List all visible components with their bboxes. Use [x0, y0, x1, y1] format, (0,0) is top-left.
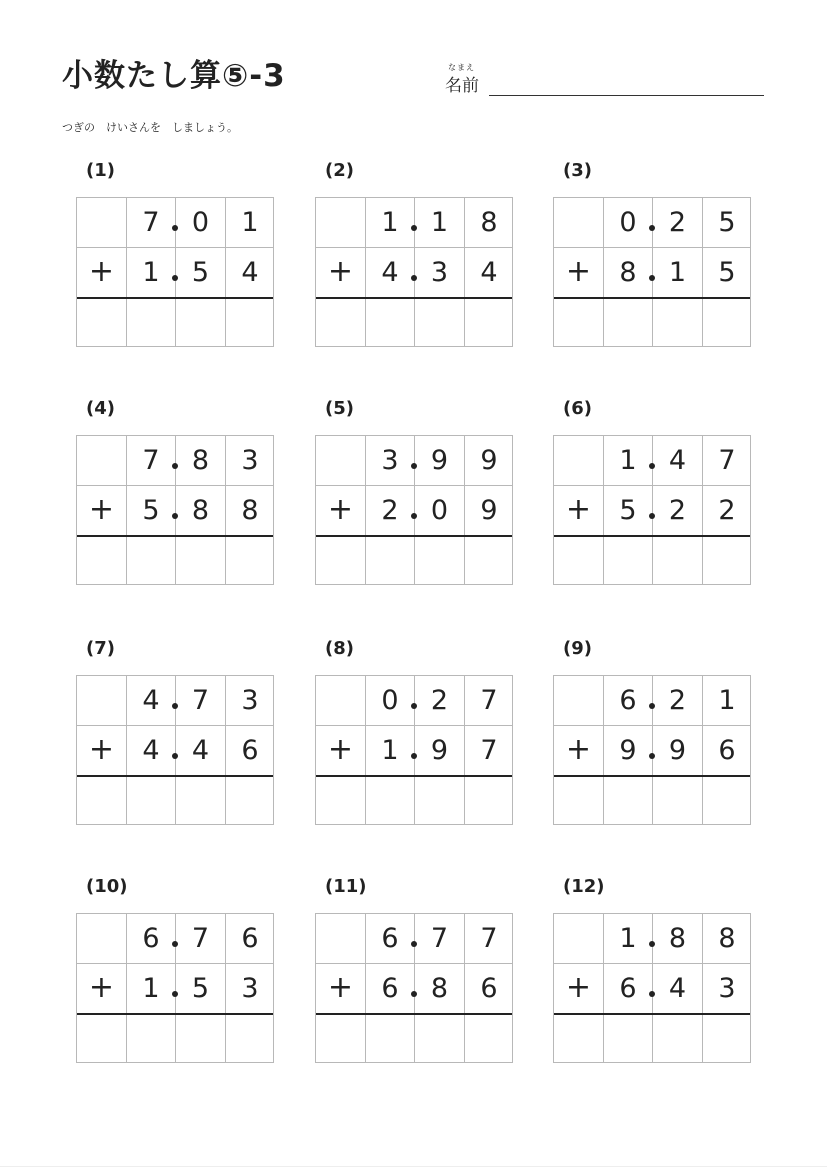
answer-cell[interactable]	[653, 299, 703, 347]
answer-cell[interactable]	[127, 299, 177, 347]
digit-cell: 1	[381, 735, 399, 766]
answer-cell[interactable]	[226, 299, 276, 347]
plus-operator: +	[327, 254, 354, 289]
decimal-point	[411, 225, 417, 231]
digit-cell: 7	[718, 445, 736, 476]
answer-cell[interactable]	[465, 777, 515, 825]
problem-10	[76, 876, 276, 1066]
decimal-point	[649, 225, 655, 231]
digit-cell: 9	[619, 735, 637, 766]
answer-cell[interactable]	[77, 777, 127, 825]
digit-cell: 2	[430, 685, 449, 716]
answer-cell[interactable]	[465, 1015, 515, 1063]
problem-11	[315, 876, 515, 1066]
digit-cell: 6	[480, 973, 498, 1004]
instructions: つぎの けいさんを しましょう。	[62, 121, 238, 134]
problem-3	[553, 160, 753, 350]
problem-number: (12)	[563, 876, 605, 897]
decimal-point	[172, 275, 178, 281]
problem-number: (6)	[563, 398, 592, 419]
decimal-point	[172, 513, 178, 519]
decimal-point	[172, 941, 178, 947]
plus-operator: +	[327, 492, 354, 527]
problem-number: (1)	[86, 160, 115, 181]
digit-cell: 7	[480, 923, 498, 954]
answer-cell[interactable]	[554, 777, 604, 825]
digit-cell: 6	[619, 685, 637, 716]
answer-cell[interactable]	[554, 1015, 604, 1063]
answer-cell[interactable]	[604, 777, 654, 825]
digit-cell: 5	[619, 495, 637, 526]
digit-cell: 4	[241, 257, 259, 288]
answer-cell[interactable]	[703, 1015, 753, 1063]
digit-cell: 3	[718, 973, 736, 1004]
plus-operator: +	[565, 732, 592, 767]
decimal-point	[411, 991, 417, 997]
answer-cell[interactable]	[604, 537, 654, 585]
digit-cell: 6	[381, 973, 399, 1004]
answer-cell[interactable]	[415, 777, 465, 825]
answer-cell[interactable]	[366, 1015, 416, 1063]
answer-cell[interactable]	[366, 299, 416, 347]
problem-8	[315, 638, 515, 828]
problem-7	[76, 638, 276, 828]
answer-cell[interactable]	[465, 537, 515, 585]
answer-cell[interactable]	[176, 537, 226, 585]
plus-operator: +	[327, 732, 354, 767]
problem-1	[76, 160, 276, 350]
digit-cell: 8	[191, 445, 210, 476]
digit-cell: 2	[381, 495, 399, 526]
problem-number: (10)	[86, 876, 128, 897]
digit-cell: 0	[619, 207, 637, 238]
problem-number: (2)	[325, 160, 354, 181]
digit-cell: 7	[430, 923, 449, 954]
digit-cell: 1	[619, 445, 637, 476]
name-ruby: なまえ	[448, 63, 475, 72]
decimal-point	[649, 941, 655, 947]
digit-cell: 2	[718, 495, 736, 526]
plus-operator: +	[88, 254, 115, 289]
plus-operator: +	[88, 492, 115, 527]
answer-cell[interactable]	[77, 537, 127, 585]
problem-5	[315, 398, 515, 588]
problem-6	[553, 398, 753, 588]
answer-cell[interactable]	[176, 1015, 226, 1063]
problem-grid	[553, 435, 751, 585]
decimal-point	[411, 753, 417, 759]
problem-4	[76, 398, 276, 588]
digit-cell: 2	[668, 685, 687, 716]
problem-number: (7)	[86, 638, 115, 659]
problem-grid	[76, 435, 274, 585]
problem-grid	[553, 197, 751, 347]
digit-cell: 8	[191, 495, 210, 526]
answer-cell[interactable]	[653, 777, 703, 825]
digit-cell: 4	[381, 257, 399, 288]
digit-cell: 5	[191, 973, 210, 1004]
answer-cell[interactable]	[653, 1015, 703, 1063]
answer-cell[interactable]	[316, 1015, 366, 1063]
problem-number: (3)	[563, 160, 592, 181]
digit-cell: 7	[142, 445, 160, 476]
digit-cell: 5	[142, 495, 160, 526]
problem-grid	[553, 913, 751, 1063]
plus-operator: +	[327, 970, 354, 1005]
answer-cell[interactable]	[176, 777, 226, 825]
problem-2	[315, 160, 515, 350]
digit-cell: 6	[718, 735, 736, 766]
answer-cell[interactable]	[703, 537, 753, 585]
answer-cell[interactable]	[604, 1015, 654, 1063]
decimal-point	[649, 513, 655, 519]
name-field	[445, 62, 765, 98]
digit-cell: 8	[480, 207, 498, 238]
answer-cell[interactable]	[316, 777, 366, 825]
decimal-point	[649, 275, 655, 281]
problem-number: (9)	[563, 638, 592, 659]
plus-operator: +	[565, 492, 592, 527]
decimal-point	[172, 703, 178, 709]
answer-cell[interactable]	[127, 537, 177, 585]
decimal-point	[649, 753, 655, 759]
answer-cell[interactable]	[226, 1015, 276, 1063]
digit-cell: 4	[668, 973, 687, 1004]
problem-number: (8)	[325, 638, 354, 659]
plus-operator: +	[565, 254, 592, 289]
digit-cell: 5	[718, 257, 736, 288]
answer-cell[interactable]	[176, 299, 226, 347]
name-write-line[interactable]	[489, 95, 764, 96]
digit-cell: 6	[241, 735, 259, 766]
digit-cell: 7	[480, 735, 498, 766]
problem-9	[553, 638, 753, 828]
digit-cell: 9	[668, 735, 687, 766]
problem-number: (4)	[86, 398, 115, 419]
answer-cell[interactable]	[703, 777, 753, 825]
problem-grid	[76, 675, 274, 825]
digit-cell: 1	[430, 207, 449, 238]
digit-cell: 9	[480, 445, 498, 476]
digit-cell: 1	[718, 685, 736, 716]
answer-cell[interactable]	[415, 299, 465, 347]
digit-cell: 0	[381, 685, 399, 716]
digit-cell: 3	[241, 445, 259, 476]
digit-cell: 9	[430, 735, 449, 766]
digit-cell: 6	[381, 923, 399, 954]
answer-cell[interactable]	[77, 1015, 127, 1063]
decimal-point	[172, 225, 178, 231]
decimal-point	[411, 463, 417, 469]
decimal-point	[172, 753, 178, 759]
digit-cell: 6	[619, 973, 637, 1004]
digit-cell: 9	[430, 445, 449, 476]
digit-cell: 8	[619, 257, 637, 288]
decimal-point	[172, 463, 178, 469]
digit-cell: 2	[668, 495, 687, 526]
digit-cell: 8	[668, 923, 687, 954]
answer-cell[interactable]	[366, 537, 416, 585]
digit-cell: 4	[142, 735, 160, 766]
decimal-point	[411, 941, 417, 947]
digit-cell: 3	[241, 685, 259, 716]
problem-number: (11)	[325, 876, 367, 897]
problem-grid	[315, 435, 513, 585]
problem-12	[553, 876, 753, 1066]
decimal-point	[411, 275, 417, 281]
digit-cell: 6	[142, 923, 160, 954]
problem-grid	[553, 675, 751, 825]
decimal-point	[411, 703, 417, 709]
decimal-point	[411, 513, 417, 519]
name-label: 名前	[445, 76, 479, 96]
digit-cell: 8	[430, 973, 449, 1004]
answer-cell[interactable]	[604, 299, 654, 347]
answer-cell[interactable]	[554, 537, 604, 585]
digit-cell: 2	[668, 207, 687, 238]
answer-cell[interactable]	[226, 537, 276, 585]
digit-cell: 7	[191, 923, 210, 954]
answer-cell[interactable]	[703, 299, 753, 347]
digit-cell: 0	[430, 495, 449, 526]
plus-operator: +	[88, 732, 115, 767]
digit-cell: 4	[668, 445, 687, 476]
answer-cell[interactable]	[554, 299, 604, 347]
digit-cell: 1	[241, 207, 259, 238]
decimal-point	[649, 703, 655, 709]
plus-operator: +	[88, 970, 115, 1005]
answer-cell[interactable]	[127, 1015, 177, 1063]
worksheet-title: 小数たし算⑤-3	[62, 58, 286, 94]
digit-cell: 7	[142, 207, 160, 238]
answer-cell[interactable]	[653, 537, 703, 585]
digit-cell: 1	[142, 257, 160, 288]
digit-cell: 8	[718, 923, 736, 954]
answer-cell[interactable]	[415, 537, 465, 585]
problem-grid	[315, 197, 513, 347]
plus-operator: +	[565, 970, 592, 1005]
digit-cell: 1	[619, 923, 637, 954]
digit-cell: 9	[480, 495, 498, 526]
problem-number: (5)	[325, 398, 354, 419]
answer-cell[interactable]	[415, 1015, 465, 1063]
problem-grid	[315, 913, 513, 1063]
answer-cell[interactable]	[366, 777, 416, 825]
answer-cell[interactable]	[465, 299, 515, 347]
answer-cell[interactable]	[316, 299, 366, 347]
problem-grid	[76, 913, 274, 1063]
digit-cell: 1	[142, 973, 160, 1004]
digit-cell: 3	[430, 257, 449, 288]
digit-cell: 7	[480, 685, 498, 716]
digit-cell: 7	[191, 685, 210, 716]
digit-cell: 3	[241, 973, 259, 1004]
answer-cell[interactable]	[127, 777, 177, 825]
digit-cell: 4	[191, 735, 210, 766]
digit-cell: 4	[142, 685, 160, 716]
digit-cell: 8	[241, 495, 259, 526]
decimal-point	[649, 463, 655, 469]
decimal-point	[649, 991, 655, 997]
digit-cell: 5	[718, 207, 736, 238]
digit-cell: 3	[381, 445, 399, 476]
answer-cell[interactable]	[77, 299, 127, 347]
digit-cell: 1	[668, 257, 687, 288]
answer-cell[interactable]	[316, 537, 366, 585]
digit-cell: 0	[191, 207, 210, 238]
problem-grid	[76, 197, 274, 347]
digit-cell: 4	[480, 257, 498, 288]
problem-grid	[315, 675, 513, 825]
digit-cell: 6	[241, 923, 259, 954]
answer-cell[interactable]	[226, 777, 276, 825]
digit-cell: 1	[381, 207, 399, 238]
decimal-point	[172, 991, 178, 997]
digit-cell: 5	[191, 257, 210, 288]
page-bottom-edge	[0, 1166, 827, 1167]
